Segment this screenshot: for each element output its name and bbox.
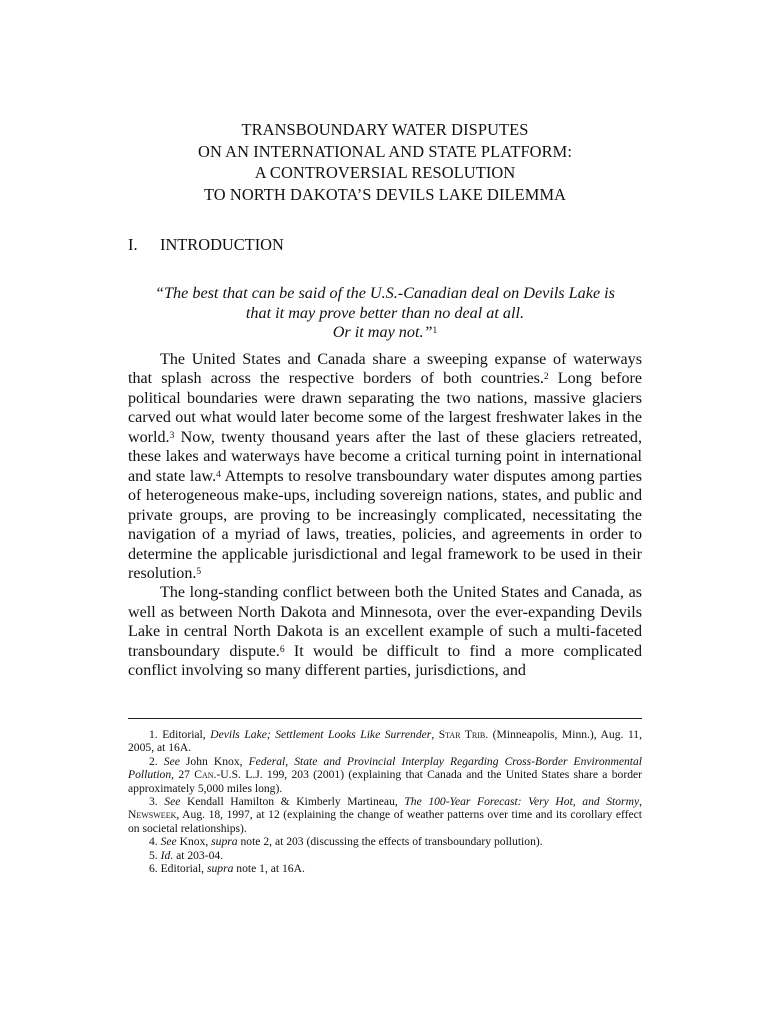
epigraph-line: “The best that can be said of the U.S.-Canadian deal on Devils Lake is	[155, 284, 615, 302]
footnote-reference: 3	[169, 430, 175, 441]
document-page	[128, 0, 642, 1024]
section-title: INTRODUCTION	[160, 235, 284, 254]
title-line: TRANSBOUNDARY WATER DISPUTES	[241, 120, 529, 139]
footnote-reference: 1	[432, 326, 438, 336]
footnote-divider	[128, 718, 642, 719]
section-number: I.	[128, 235, 138, 254]
footnote-reference: 2	[543, 372, 549, 383]
section-heading	[128, 234, 642, 255]
footnote: 6. Editorial, supra note 1, at 16A.	[149, 862, 305, 876]
footnote: 5. Id. at 203-04.	[149, 848, 224, 862]
epigraph-line: that it may prove better than no deal at all.	[245, 303, 525, 322]
paragraph: The United States and Canada share a sweeping expanse of waterways that splash across the respective borders of both countries.$^2$ Long before political boundaries were drawn separating the two nations, massive glaciers carved out what would later become some of the largest freshwater lakes in the world.$^3$ Now, twenty thousand years after the last of these glaciers retreated, these lakes and waterways have become a critical turning point in international and state law.$^4$ Attempts to resolve transboundary water disputes among parties of heterogeneous make-ups, including sovereign nations, states, and public and private groups, are proving to be increasingly complicated, necessitating the navigation of a myriad of laws, treaties, policies, and agreements in order to determine the applicable jurisdictional and legal framework to be used in their resolution.$^5$	[128, 351, 642, 582]
footnote: 4. See Knox, supra note 2, at 203 (discussing the effects of transboundary pollution).	[149, 835, 543, 849]
title-line: ON AN INTERNATIONAL AND STATE PLATFORM:	[198, 141, 572, 161]
footnote-reference: 4	[216, 469, 221, 480]
footnote-reference: 5	[196, 566, 202, 577]
footnote: 3. See Kendall Hamilton & Kimberly Martineau, The 100-Year Forecast: Very Hot, and Stormy, Newsweek, Aug. 18, 1997, at 12 (explaining the change of weather patterns over time and its corollary effect on societal relationships).	[128, 795, 642, 835]
footnote: 2. See John Knox, Federal, State and Provincial Interplay Regarding Cross-Border Environmental Pollution, 27 Can.-U.S. L.J. 199, 203 (2001) (explaining that Canada and the United States share a border approximately 5,000 miles long).	[128, 754, 642, 795]
epigraph-line: Or it may not.”$^1$	[332, 323, 438, 341]
title-line: TO NORTH DAKOTA’S DEVILS LAKE DILEMMA	[203, 184, 567, 204]
body-text	[128, 350, 642, 681]
paragraph: The long-standing conflict between both the United States and Canada, as well as between North Dakota and Minnesota, over the ever-expanding Devils Lake in central North Dakota is an excellent example of such a multi-faceted transboundary dispute.$^6$ It would be difficult to find a more complicated conflict involving so many different parties, jurisdictions, and	[128, 584, 642, 680]
epigraph-quote	[128, 284, 642, 343]
footnote: 1. Editorial, Devils Lake; Settlement Looks Like Surrender, Star Trib. (Minneapolis, Minn.), Aug. 11, 2005, at 16A.	[128, 728, 642, 755]
footnotes	[128, 728, 642, 875]
footnote-reference: 6	[279, 644, 285, 655]
title-line: A CONTROVERSIAL RESOLUTION	[254, 163, 516, 182]
article-title	[128, 119, 642, 205]
